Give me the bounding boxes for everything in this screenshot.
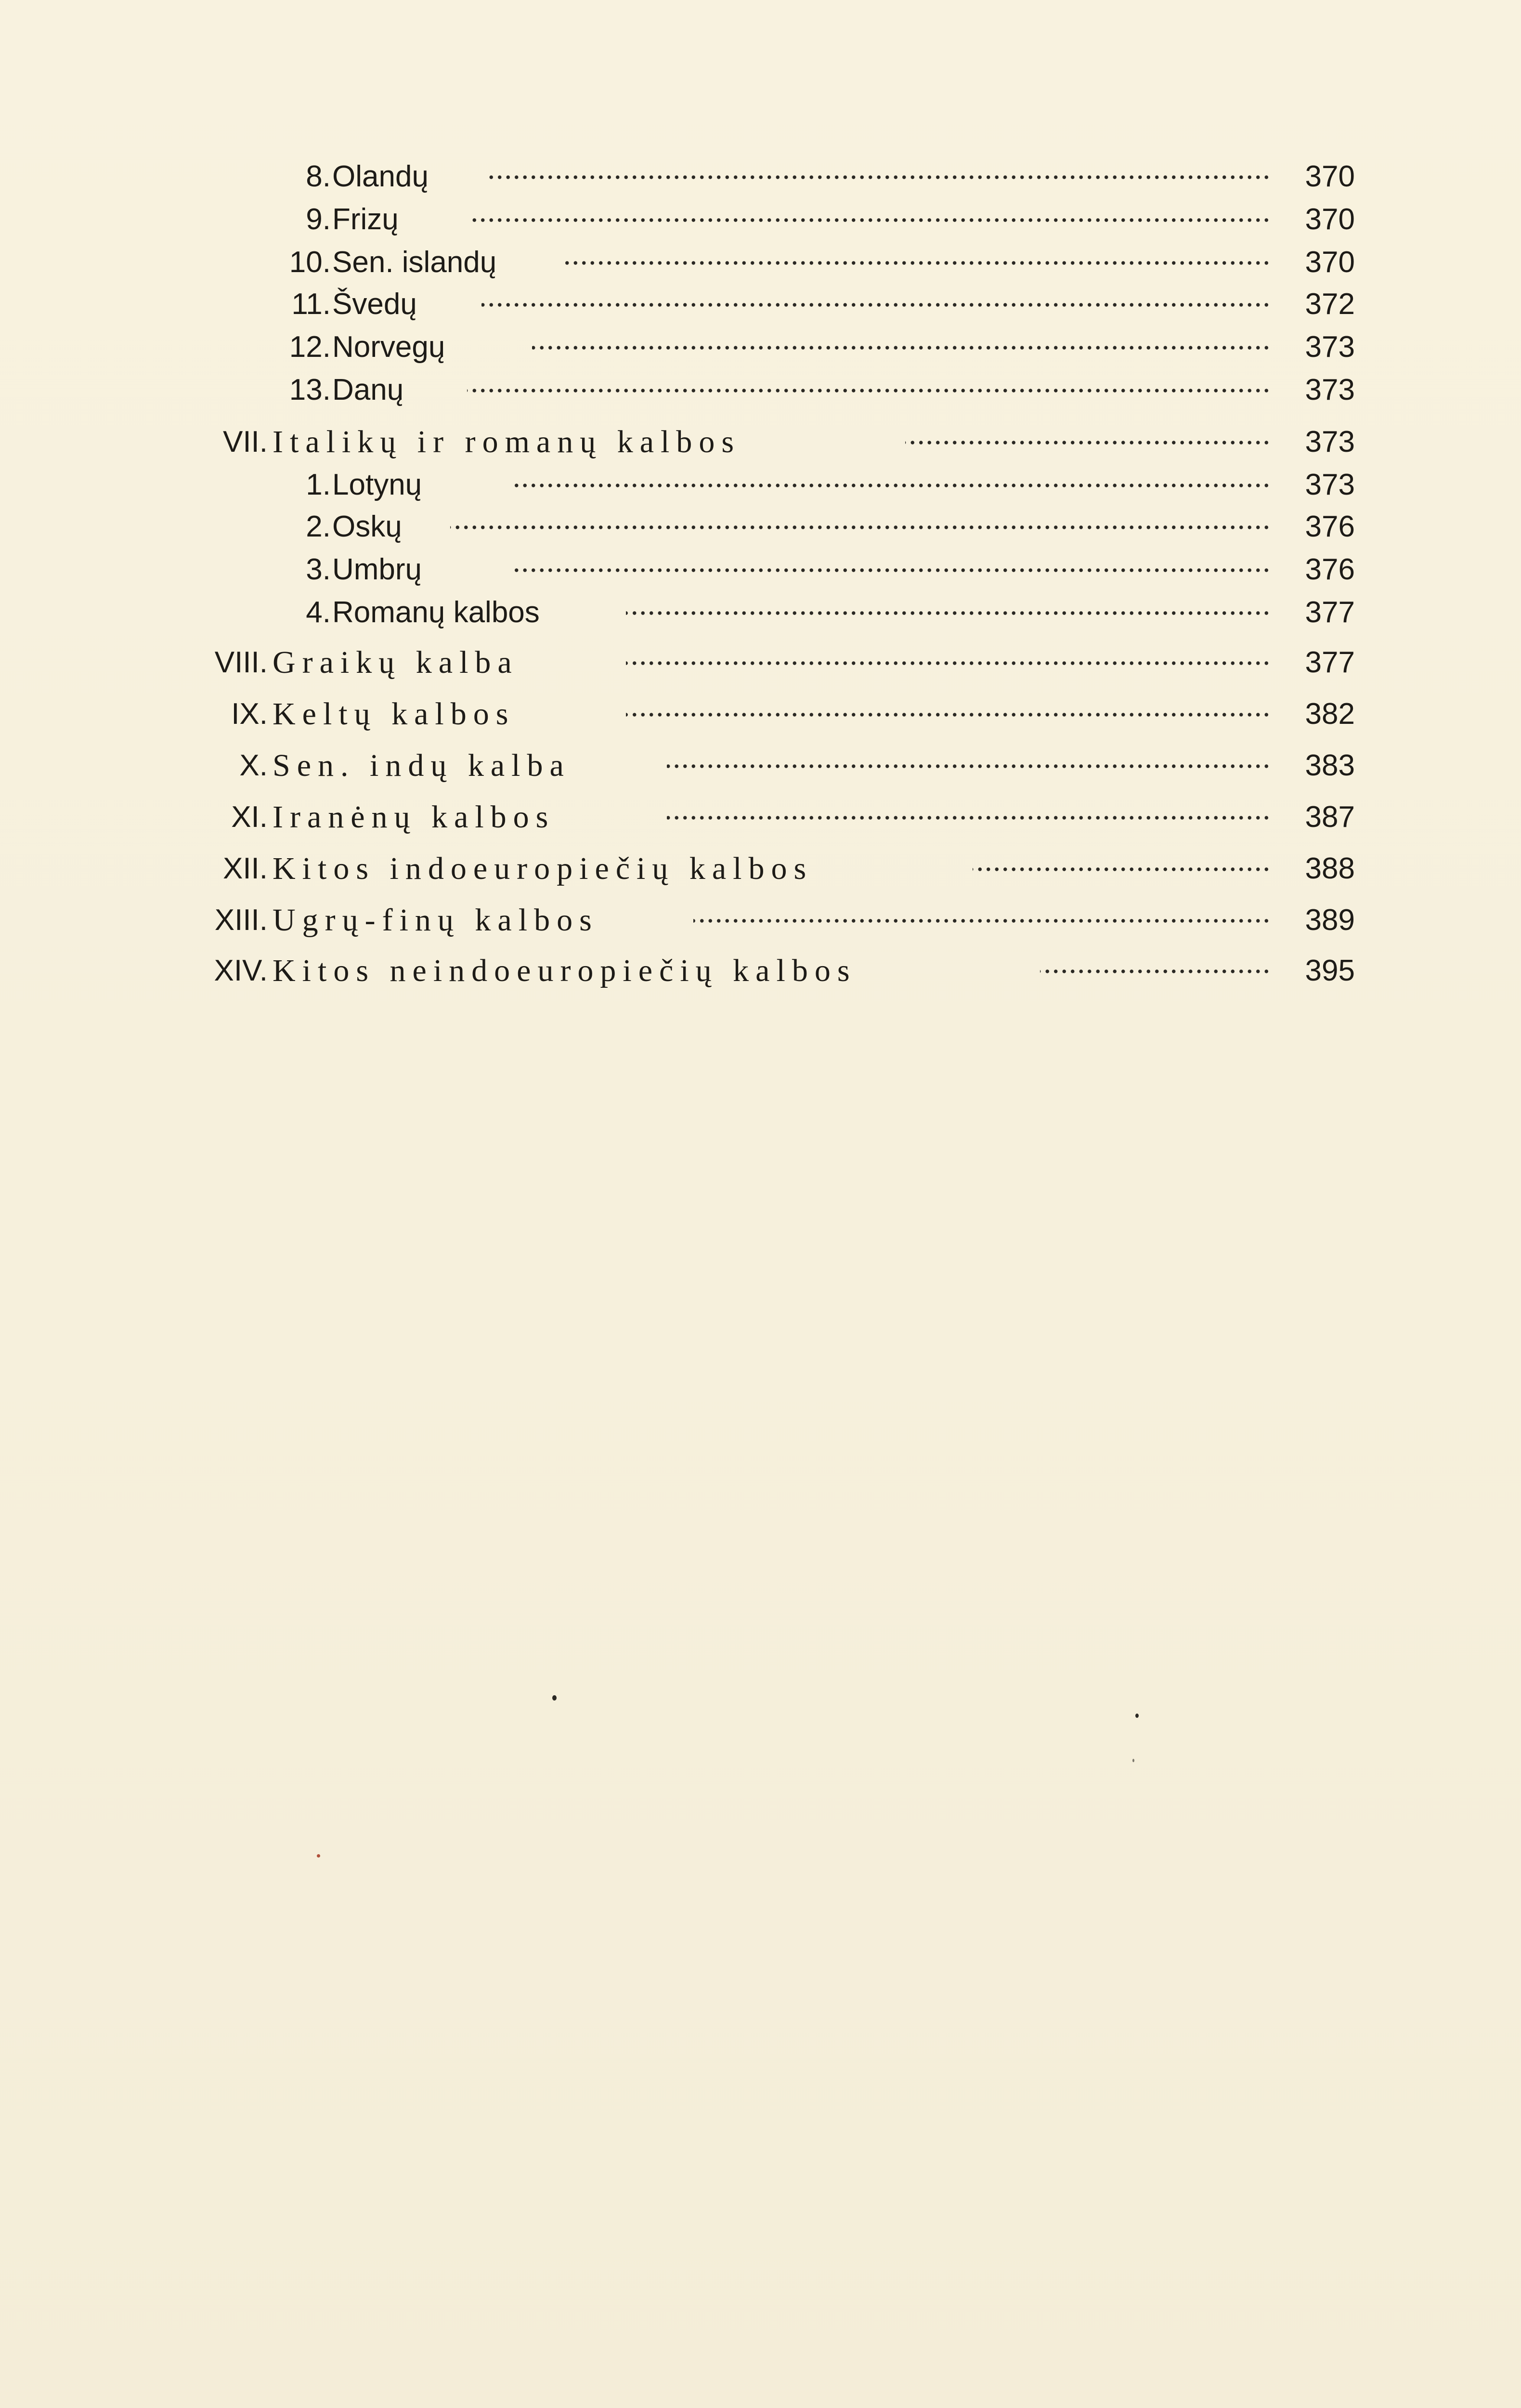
entry-title: Umbrų bbox=[332, 553, 422, 586]
entry-title: Kitos neindoeuropiečių kalbos bbox=[273, 953, 857, 988]
toc-entry bbox=[0, 901, 1521, 940]
dot-leader bbox=[561, 261, 1271, 265]
entry-page: 376 bbox=[1305, 553, 1355, 586]
dot-leader bbox=[467, 388, 1271, 393]
dot-leader bbox=[693, 918, 1271, 923]
dot-leader bbox=[450, 525, 1271, 530]
dot-leader bbox=[626, 611, 1271, 615]
toc-entry bbox=[0, 798, 1521, 837]
toc-entry bbox=[0, 200, 1521, 239]
toc-entry bbox=[0, 243, 1521, 282]
entry-title: Oskų bbox=[332, 510, 402, 543]
entry-page: 382 bbox=[1305, 697, 1355, 731]
dot-leader bbox=[489, 175, 1271, 180]
toc-entry bbox=[0, 593, 1521, 632]
entry-number: 3. bbox=[306, 553, 331, 586]
dot-leader bbox=[626, 712, 1271, 717]
paper-speck bbox=[1132, 1759, 1134, 1762]
entry-number: XIV. bbox=[214, 954, 268, 987]
entry-number: 12. bbox=[289, 330, 331, 364]
toc-entry bbox=[0, 746, 1521, 785]
entry-page: 373 bbox=[1305, 373, 1355, 406]
entry-number: IX. bbox=[231, 697, 268, 731]
dot-leader bbox=[481, 302, 1271, 307]
dot-leader bbox=[905, 440, 1271, 445]
dot-leader bbox=[532, 345, 1271, 350]
toc-entry bbox=[0, 952, 1521, 990]
entry-page: 373 bbox=[1305, 330, 1355, 364]
toc-entry bbox=[0, 850, 1521, 888]
dot-leader bbox=[973, 867, 1271, 872]
entry-title: Italikų ir romanų kalbos bbox=[273, 424, 741, 459]
entry-page: 376 bbox=[1305, 510, 1355, 543]
toc-entry bbox=[0, 423, 1521, 461]
entry-title: Lotynų bbox=[332, 468, 422, 501]
entry-number: 9. bbox=[306, 203, 331, 236]
entry-page: 372 bbox=[1305, 288, 1355, 321]
entry-page: 389 bbox=[1305, 903, 1355, 937]
entry-page: 373 bbox=[1305, 468, 1355, 501]
entry-title: Olandų bbox=[332, 160, 429, 193]
paper-speck bbox=[552, 1695, 557, 1701]
entry-title: Romanų kalbos bbox=[332, 596, 540, 629]
entry-title: Danų bbox=[332, 373, 404, 406]
dot-leader bbox=[667, 764, 1271, 769]
entry-page: 370 bbox=[1305, 203, 1355, 236]
entry-number: XII. bbox=[222, 852, 268, 885]
entry-title: Sen. indų kalba bbox=[273, 748, 571, 783]
entry-page: 370 bbox=[1305, 246, 1355, 279]
entry-page: 383 bbox=[1305, 749, 1355, 782]
dot-leader bbox=[1040, 969, 1271, 974]
entry-number: 4. bbox=[306, 596, 331, 629]
dot-leader bbox=[510, 483, 1271, 488]
entry-title: Keltų kalbos bbox=[273, 696, 515, 732]
entry-number: XI. bbox=[231, 800, 268, 834]
entry-number: XIII. bbox=[214, 903, 268, 937]
paper-speck bbox=[317, 1854, 320, 1858]
toc-entry bbox=[0, 157, 1521, 196]
entry-page: 395 bbox=[1305, 954, 1355, 987]
toc-entry bbox=[0, 371, 1521, 409]
entry-page: 388 bbox=[1305, 852, 1355, 885]
entry-number: 1. bbox=[306, 468, 331, 501]
dot-leader bbox=[510, 568, 1271, 573]
entry-number: 8. bbox=[306, 160, 331, 193]
entry-title: Švedų bbox=[332, 288, 417, 321]
entry-number: VIII. bbox=[214, 646, 268, 679]
entry-title: Ugrų-finų kalbos bbox=[273, 903, 598, 938]
entry-title: Sen. islandų bbox=[332, 246, 497, 279]
entry-title: Norvegų bbox=[332, 330, 445, 364]
entry-page: 377 bbox=[1305, 596, 1355, 629]
entry-number: VII. bbox=[222, 425, 268, 458]
toc-entry bbox=[0, 466, 1521, 504]
toc-entry bbox=[0, 643, 1521, 682]
toc-entry bbox=[0, 285, 1521, 324]
entry-number: 10. bbox=[289, 246, 331, 279]
toc-entry bbox=[0, 550, 1521, 589]
dot-leader bbox=[469, 218, 1271, 222]
dot-leader bbox=[667, 815, 1271, 820]
entry-number: 2. bbox=[306, 510, 331, 543]
entry-title: Frizų bbox=[332, 203, 399, 236]
entry-page: 377 bbox=[1305, 646, 1355, 679]
entry-page: 373 bbox=[1305, 425, 1355, 458]
entry-page: 370 bbox=[1305, 160, 1355, 193]
toc-entry bbox=[0, 695, 1521, 733]
entry-number: 13. bbox=[289, 373, 331, 406]
dot-leader bbox=[626, 661, 1271, 666]
entry-number: X. bbox=[239, 749, 268, 782]
entry-number: 11. bbox=[291, 288, 331, 321]
toc-entry bbox=[0, 508, 1521, 546]
entry-title: Iranėnų kalbos bbox=[273, 799, 555, 835]
toc-entry bbox=[0, 328, 1521, 366]
entry-title: Graikų kalba bbox=[273, 645, 519, 680]
entry-title: Kitos indoeuropiečių kalbos bbox=[273, 851, 813, 886]
entry-page: 387 bbox=[1305, 800, 1355, 834]
paper-speck bbox=[1135, 1714, 1139, 1718]
